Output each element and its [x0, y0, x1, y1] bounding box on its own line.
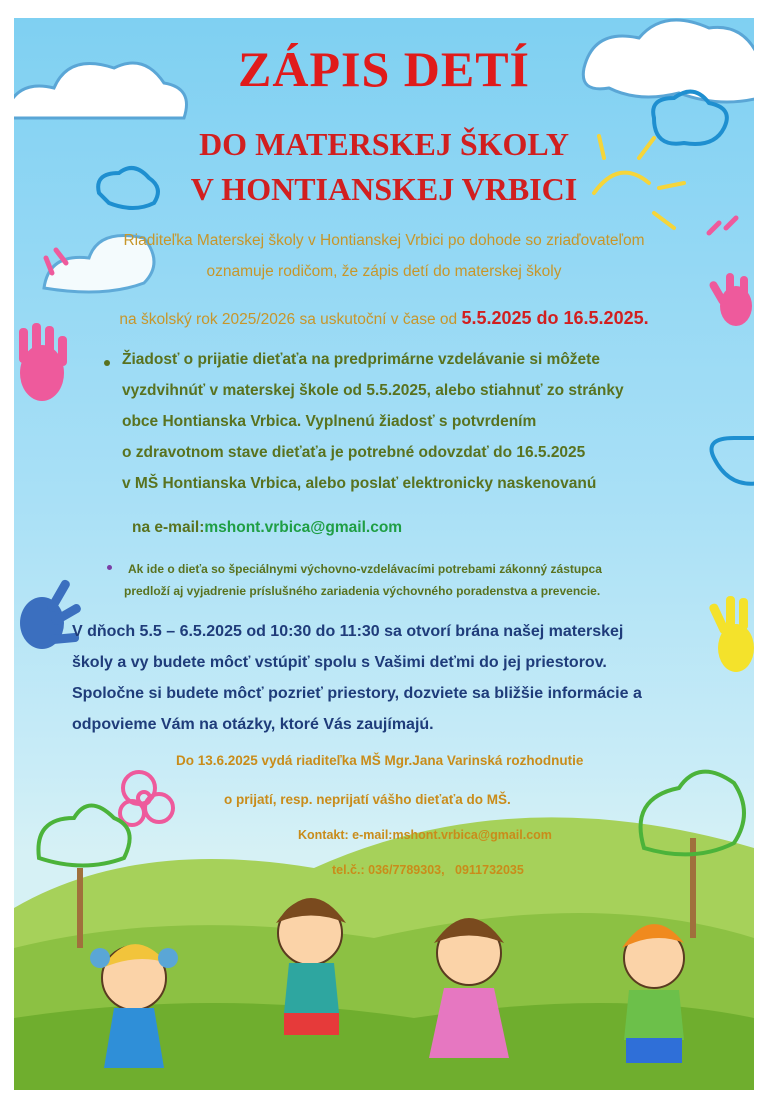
email-line — [132, 512, 402, 543]
bullet-application-line: Žiadosť o prijatie dieťaťa na predprimárne vzdelávanie si môžete — [122, 351, 600, 368]
phone-line: tel.č.: 036/7789303, 0911732035 — [332, 863, 524, 877]
handprint-icon — [19, 323, 67, 401]
open-day-paragraph — [72, 616, 742, 740]
open-day-line: odpovieme Vám na otázky, ktoré Vás zaujímajú. — [72, 716, 434, 733]
page-title: ZÁPIS DETÍ — [237, 41, 531, 97]
bullet-icon — [104, 360, 110, 366]
intro-line-2: oznamuje rodičom, že zápis detí do materskej školy — [206, 263, 562, 280]
bullet-application — [122, 344, 742, 499]
special-needs-line-2: predloží aj vyjadrenie príslušného zariadenia výchovného poradenstva a prevencie. — [124, 584, 601, 598]
child-figure — [622, 924, 684, 1063]
decision-line-2: o prijatí, resp. neprijatí vášho dieťaťa do MŠ. — [224, 792, 511, 807]
poster — [14, 18, 754, 1090]
open-day-line: Spoločne si budete môcť pozrieť priestory, dozviete sa bližšie informácie a — [72, 685, 642, 702]
open-day-line: školy a vy budete môcť vstúpiť spolu s Vašimi deťmi do jej priestorov. — [72, 654, 607, 671]
bullet-application-line: obce Hontianska Vrbica. Vyplnenú žiadosť s potvrdením — [122, 413, 537, 430]
intro-line-3-prefix: na školský rok 2025/2026 sa uskutoční v čase od — [119, 311, 458, 328]
enrollment-dates: 5.5.2025 do 16.5.2025. — [461, 308, 649, 328]
subtitle-line-1: DO MATERSKEJ ŠKOLY — [199, 126, 569, 162]
bullet-application-line: v MŠ Hontianska Vrbica, alebo poslať elektronicky naskenovanú — [122, 475, 597, 492]
bullet-application-line: vyzdvihnúť v materskej škole od 5.5.2025, alebo stiahnuť zo stránky — [122, 382, 624, 399]
contact-line: Kontakt: e-mail:mshont.vrbica@gmail.com — [298, 828, 552, 842]
email-link[interactable]: mshont.vrbica@gmail.com — [204, 519, 403, 536]
decision-line-1: Do 13.6.2025 vydá riaditeľka MŠ Mgr.Jana Varinská rozhodnutie — [176, 753, 584, 768]
subtitle-line-2: V HONTIANSKEJ VRBICI — [190, 171, 578, 207]
intro-line-1: Riaditeľka Materskej školy v Hontianskej Vrbici po dohode so zriaďovateľom — [123, 232, 645, 249]
flower-icon — [120, 772, 173, 825]
email-prefix: na e-mail: — [132, 519, 205, 536]
bullet-special-needs — [124, 558, 744, 602]
open-day-line: V dňoch 5.5 – 6.5.2025 od 10:30 do 11:30 sa otvorí brána našej materskej — [72, 623, 624, 640]
special-needs-line-1: Ak ide o dieťa so špeciálnymi výchovno-vzdelávacími potrebami zákonný zástupca — [128, 562, 602, 576]
bullet-icon — [107, 565, 112, 570]
intro-line-3 — [14, 308, 754, 329]
bullet-application-line: o zdravotnom stave dieťaťa je potrebné odovzdať do 16.5.2025 — [122, 444, 586, 461]
